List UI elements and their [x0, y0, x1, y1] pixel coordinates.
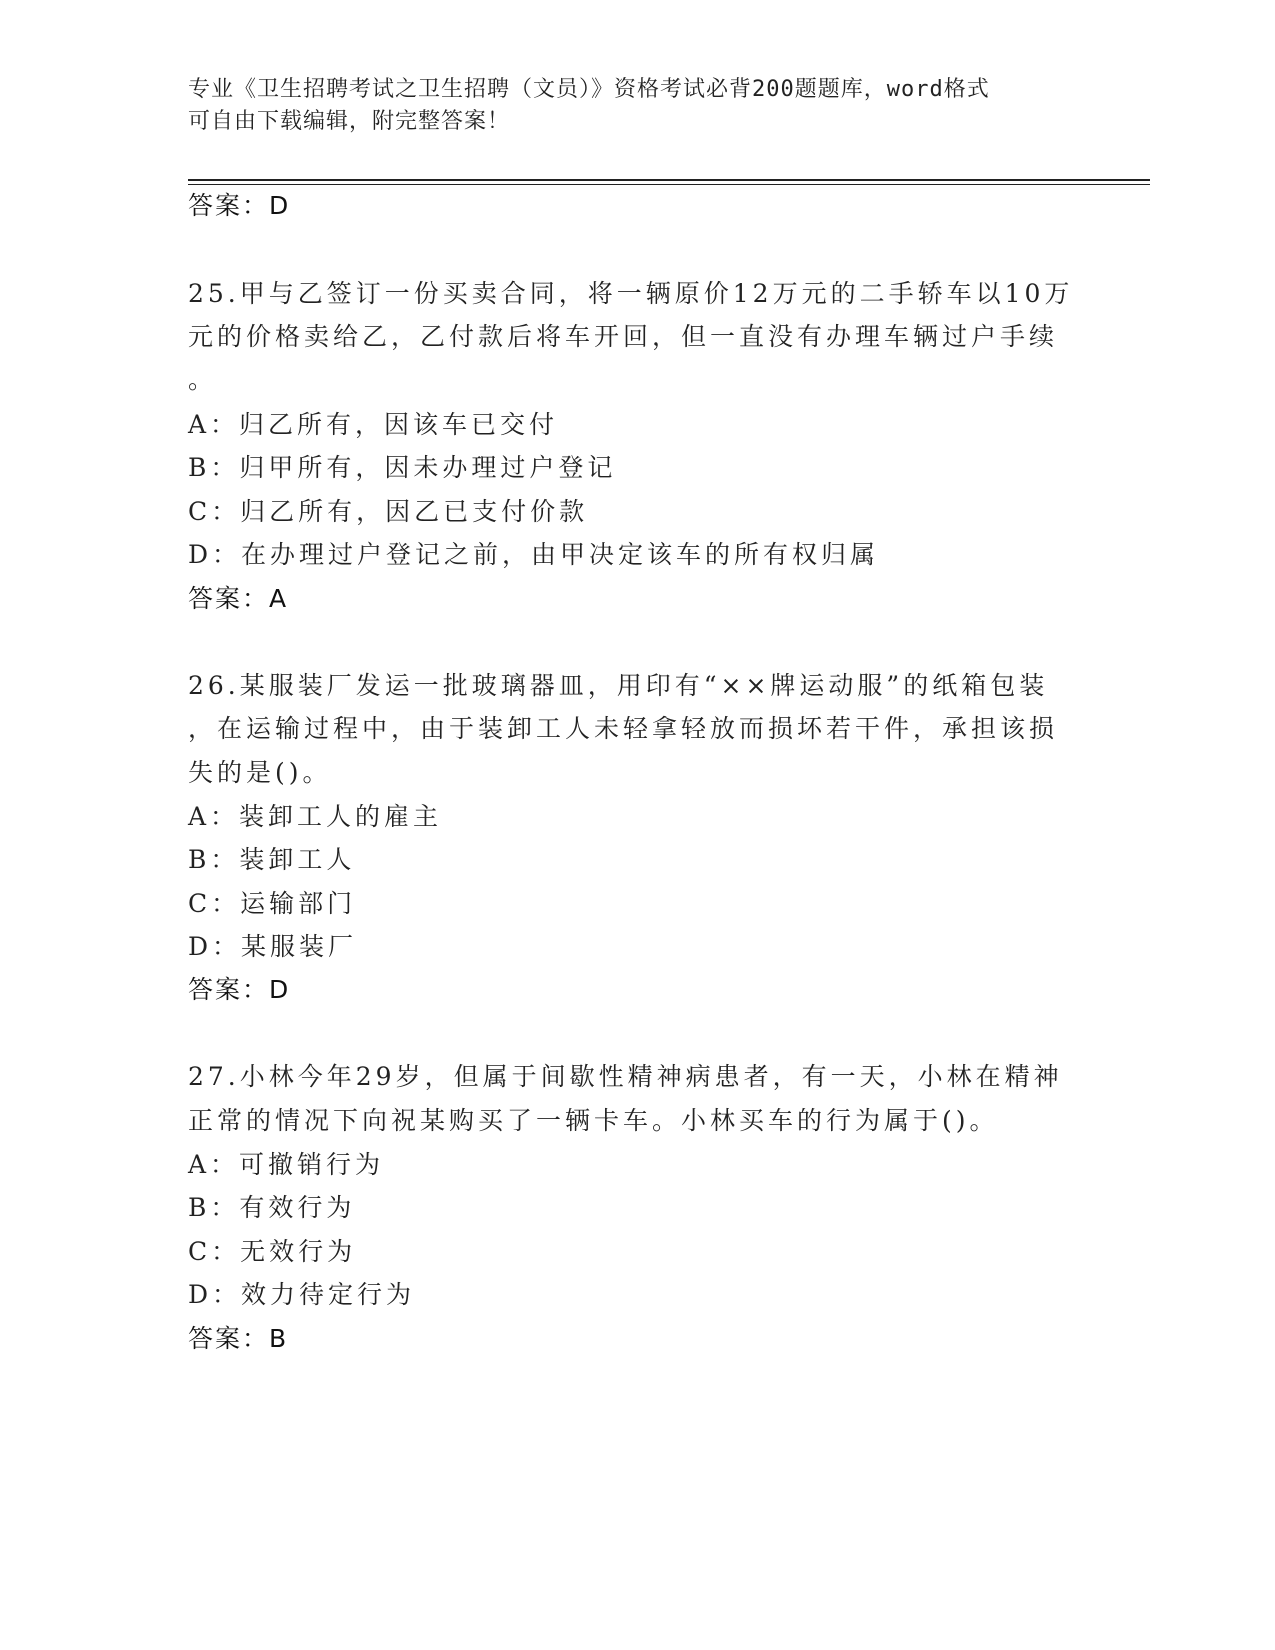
question-25-option-d: D：在办理过户登记之前，由甲决定该车的所有权归属 [188, 540, 880, 569]
question-25-answer: 答案：A [188, 584, 289, 613]
question-26-option-b: B：装卸工人 [188, 845, 356, 874]
question-26-option-a: A：装卸工人的雇主 [188, 802, 443, 831]
document-header [188, 74, 1068, 138]
header-divider-thick [188, 179, 1150, 181]
question-27-answer: 答案：B [188, 1324, 289, 1353]
question-27-option-c: C：无效行为 [188, 1237, 357, 1266]
header-divider-thin [188, 184, 1150, 185]
header-line-1: 专业《卫生招聘考试之卫生招聘（文员）》资格考试必背200题题库，word格式 [188, 77, 990, 102]
question-27-option-b: B：有效行为 [188, 1193, 356, 1222]
question-26-text-line-2: ，在运输过程中，由于装卸工人未轻拿轻放而损坏若干件，承担该损 [188, 714, 1059, 743]
previous-question-answer: 答案：D [188, 191, 291, 220]
question-27-text-line-1: 27.小林今年29岁，但属于间歇性精神病患者，有一天，小林在精神 [188, 1062, 1063, 1091]
question-25-text-line-3: 。 [188, 365, 218, 394]
question-26-text-line-1: 26.某服装厂发运一批玻璃器皿，用印有“××牌运动服”的纸箱包装 [188, 671, 1049, 700]
question-26-option-d: D：某服装厂 [188, 932, 358, 961]
question-25-option-b: B：归甲所有，因未办理过户登记 [188, 453, 617, 482]
question-25-option-a: A：归乙所有，因该车已交付 [188, 410, 559, 439]
header-line-2: 可自由下载编辑，附完整答案！ [188, 109, 511, 134]
question-27-option-d: D：效力待定行为 [188, 1280, 416, 1309]
question-25-text-line-1: 25.甲与乙签订一份买卖合同，将一辆原价12万元的二手轿车以10万 [188, 279, 1074, 308]
question-27-option-a: A：可撤销行为 [188, 1150, 385, 1179]
question-26-text-line-3: 失的是()。 [188, 758, 332, 787]
question-26-answer: 答案：D [188, 975, 291, 1004]
question-25-option-c: C：归乙所有，因乙已支付价款 [188, 497, 589, 526]
question-26-option-c: C：运输部门 [188, 889, 357, 918]
question-25-text-line-2: 元的价格卖给乙，乙付款后将车开回，但一直没有办理车辆过户手续 [188, 322, 1059, 351]
question-27-text-line-2: 正常的情况下向祝某购买了一辆卡车。小林买车的行为属于()。 [188, 1106, 999, 1135]
